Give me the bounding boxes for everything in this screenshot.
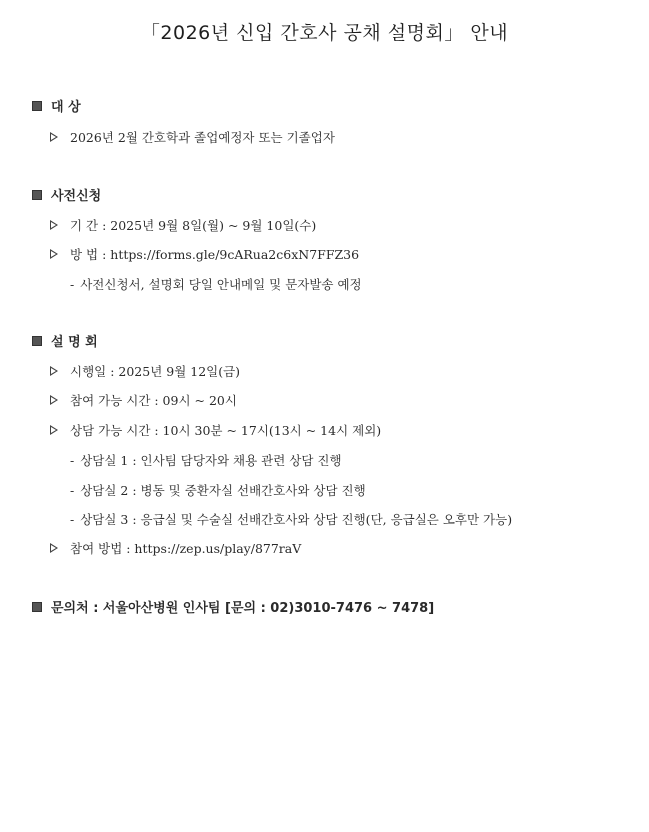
target-item <box>50 128 335 146</box>
briefing-date <box>50 362 240 380</box>
briefing-consult-time <box>50 421 381 439</box>
section-briefing-heading <box>32 331 98 350</box>
dash-bullet: - <box>70 452 75 468</box>
triangle-bullet-icon <box>50 220 58 230</box>
square-bullet-icon <box>32 190 42 200</box>
square-bullet-icon <box>32 101 42 111</box>
triangle-bullet-icon <box>50 132 58 142</box>
consult-room-2 <box>70 481 366 499</box>
triangle-bullet-icon <box>50 543 58 553</box>
briefing-available-time <box>50 391 237 409</box>
briefing-consult-time-text: 상담 가능 시간 : 10시 30분 ~ 17시(13시 ~ 14시 제외) <box>70 423 382 438</box>
section-target-title: 대 상 <box>51 100 81 115</box>
briefing-available-time-text: 참여 가능 시간 : 09시 ~ 20시 <box>70 393 237 408</box>
consult-room-3 <box>70 510 512 528</box>
consult-room-2-text: 상담실 2 : 병동 및 중환자실 선배간호사와 상담 진행 <box>80 483 366 498</box>
section-prereg-title: 사전신청 <box>51 189 102 204</box>
target-item-text: 2026년 2월 간호학과 졸업예정자 또는 기졸업자 <box>70 130 335 145</box>
prereg-method <box>50 245 359 263</box>
briefing-date-text: 시행일 : 2025년 9월 12일(금) <box>70 364 241 379</box>
prereg-method-text: 방 법 : https://forms.gle/9cARua2c6xN7FFZ36 <box>70 247 360 262</box>
prereg-note-text: 사전신청서, 설명회 당일 안내메일 및 문자발송 예정 <box>80 277 362 292</box>
prereg-period <box>50 216 316 234</box>
triangle-bullet-icon <box>50 395 58 405</box>
square-bullet-icon <box>32 602 42 612</box>
square-bullet-icon <box>32 336 42 346</box>
triangle-bullet-icon <box>50 366 58 376</box>
section-contact <box>32 597 434 616</box>
briefing-join-method-text: 참여 방법 : https://zep.us/play/877raV <box>70 541 302 556</box>
consult-room-3-text: 상담실 3 : 응급실 및 수술실 선배간호사와 상담 진행(단, 응급실은 오후만 가능) <box>80 512 513 527</box>
dash-bullet: - <box>70 482 75 498</box>
triangle-bullet-icon <box>50 425 58 435</box>
contact-text: 문의처 : 서울아산병원 인사팀 [문의 : 02)3010-7476 ~ 7478] <box>51 601 435 616</box>
prereg-note <box>70 275 362 293</box>
section-prereg-heading <box>32 185 101 204</box>
consult-room-1 <box>70 451 342 469</box>
prereg-period-text: 기 간 : 2025년 9월 8일(월) ~ 9월 10일(수) <box>70 218 317 233</box>
briefing-join-method <box>50 539 301 557</box>
consult-room-1-text: 상담실 1 : 인사팀 담당자와 채용 관련 상담 진행 <box>80 453 342 468</box>
dash-bullet: - <box>70 276 75 292</box>
dash-bullet: - <box>70 511 75 527</box>
section-target-heading <box>32 96 81 115</box>
document-title: 「2026년 신입 간호사 공채 설명회」 안내 <box>140 22 509 44</box>
section-briefing-title: 설 명 회 <box>51 335 98 350</box>
triangle-bullet-icon <box>50 249 58 259</box>
